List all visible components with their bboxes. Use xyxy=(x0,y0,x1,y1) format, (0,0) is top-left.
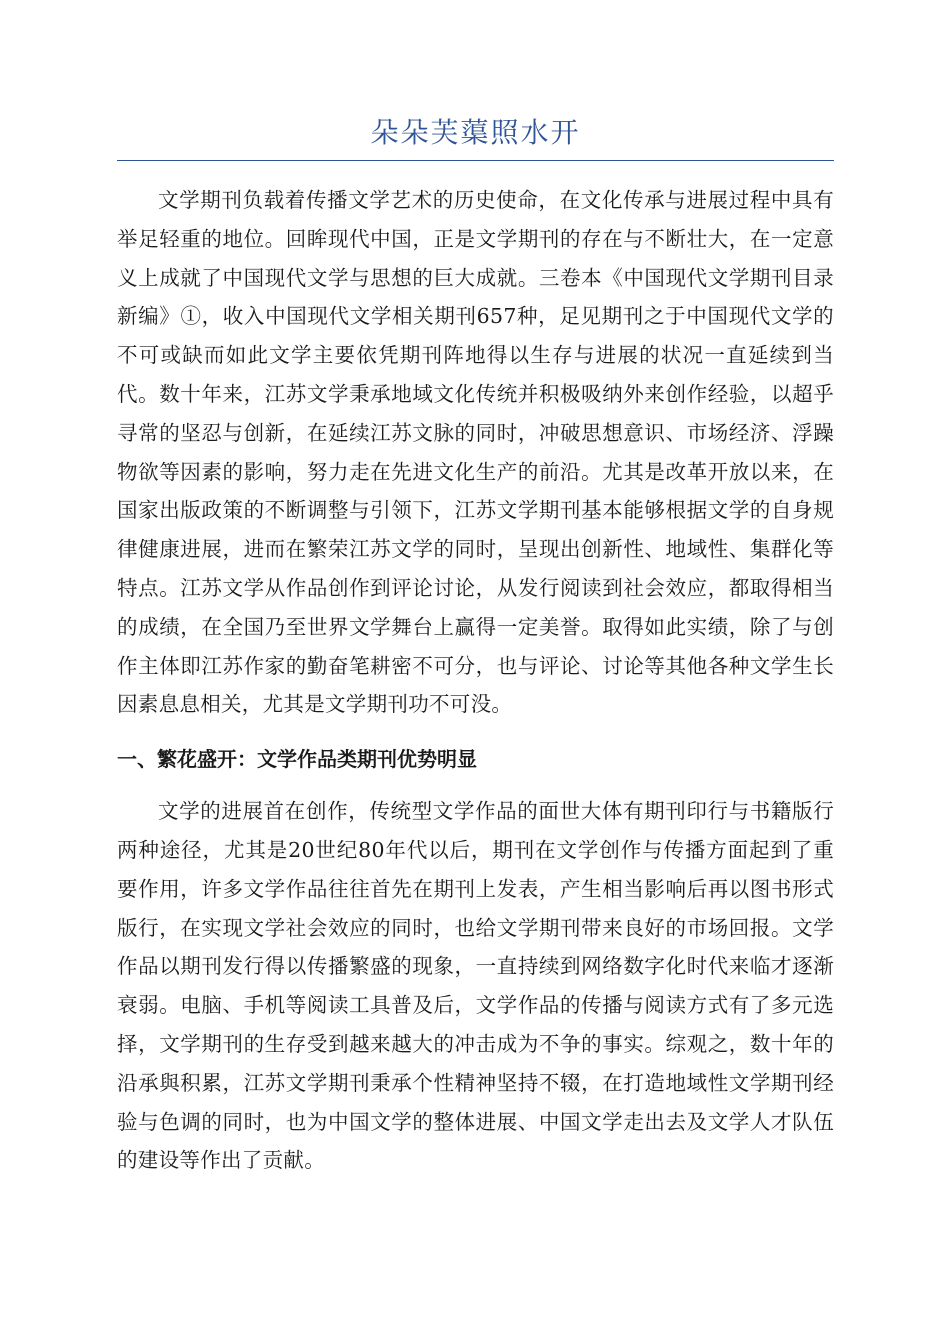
title-block xyxy=(117,108,834,161)
document-title: 朵朵芙蕖照水开 xyxy=(370,116,581,149)
paragraph-section-1: 文学的进展首在创作，传统型文学作品的面世大体有期刊印行与书籍版行两种途径，尤其是20世纪80年代以后，期刊在文学创作与传播方面起到了重要作用，许多文学作品往往首先在期刊上发表，产生相当影响后再以图书形式版行，在实现文学社会效应的同时，也给文学期刊带来良好的市场回报。文学作品以期刊发行得以传播繁盛的现象，一直持续到网络数字化时代来临才逐渐衰弱。电脑、手机等阅读工具普及后，文学作品的传播与阅读方式有了多元选择，文学期刊的生存受到越来越大的冲击成为不争的事实。综观之，数十年的沿承與积累，江苏文学期刊秉承个性精神坚持不辍，在打造地域性文学期刊经验与色调的同时，也为中国文学的整体进展、中国文学走出去及文学人才队伍的建设等作出了贡献。 xyxy=(117,799,834,1173)
section-heading: 一、繁花盛开：文学作品类期刊优势明显 xyxy=(117,747,477,772)
document-page xyxy=(117,108,834,1180)
paragraph-intro: 文学期刊负载着传播文学艺术的历史使命，在文化传承与进展过程中具有举足轻重的地位。回眸现代中国，正是文学期刊的存在与不断壮大，在一定意义上成就了中国现代文学与思想的巨大成就。三卷本《中国现代文学期刊目录新编》①，收入中国现代文学相关期刊657种，足见期刊之于中国现代文学的不可或缺而如此文学主要依凭期刊阵地得以生存与进展的状况一直延续到当代。数十年来，江苏文学秉承地域文化传统并积极吸纳外来创作经验，以超乎寻常的坚忍与创新，在延续江苏文脉的同时，冲破思想意识、市场经济、浮躁物欲等因素的影响，努力走在先进文化生产的前沿。尤其是改革开放以来，在国家出版政策的不断调整与引领下，江苏文学期刊基本能够根据文学的自身规律健康进展，进而在繁荣江苏文学的同时，呈现出创新性、地域性、集群化等特点。江苏文学从作品创作到评论讨论，从发行阅读到社会效应，都取得相当的成绩，在全国乃至世界文学舞台上赢得一定美誉。取得如此实绩，除了与创作主体即江苏作家的勤奋笔耕密不可分，也与评论、讨论等其他各种文学生长因素息息相关，尤其是文学期刊功不可没。 xyxy=(117,188,834,717)
